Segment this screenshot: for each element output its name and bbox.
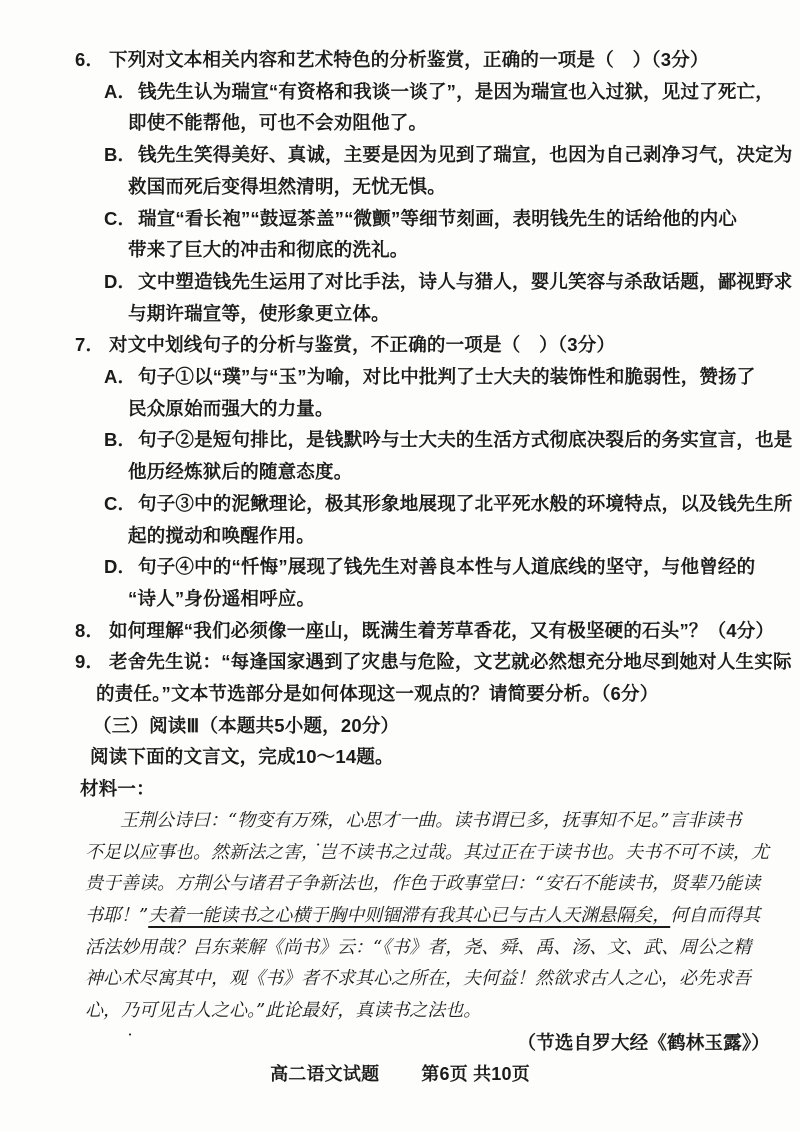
q6-option-c-label: C． <box>104 207 137 229</box>
q6-option-b-line2: 救国而死后变得坦然清明，无忧无惧。 <box>128 175 446 197</box>
footer-exam-title: 高二语文试题 <box>270 1063 380 1084</box>
emphasis-dot-char-shu: 殊 <box>309 809 328 831</box>
q7-option-d-text: 句子④中的“忏悔”展现了钱先生对善良本性与人道底线的坚守，与他曾经的 <box>138 556 756 578</box>
question-7-stem <box>0 329 800 361</box>
q7-option-a-line1 <box>0 361 800 393</box>
q7-option-d-line1 <box>0 551 800 583</box>
q6-option-b-text: 钱先生笑得美好、真诚，主要是因为见到了瑞宣，也因为自己剥净习气，决定为 <box>138 144 793 166</box>
q6-option-c-text: 瑞宣“看长袍”“鼓逗茶盖”“微颤”等细节刻画，表明钱先生的话给他的内心 <box>138 207 738 229</box>
passage-line-1-seg1: 王荆公诗曰：“物变有万 <box>120 809 310 831</box>
q6-option-a-line2: 即使不能帮他，可也不会劝阻他了。 <box>128 112 428 134</box>
question-7-stem-text: 对文中划线句子的分析与鉴赏，不正确的一项是（ ）（3分） <box>109 334 616 356</box>
passage-line-4 <box>0 900 800 932</box>
q7-option-c-label: C． <box>104 492 137 514</box>
question-8-stem-text: 如何理解“我们必须像一座山，既满生着芳草香花，又有极坚硬的石头”？（4分） <box>109 619 775 641</box>
q6-option-a-label: A． <box>104 80 137 102</box>
passage-attribution: （节选自罗大经《鹤林玉露》） <box>517 1031 770 1053</box>
q7-option-c-text: 句子③中的泥鳅理论，极其形象地展现了北平死水般的环境特点，以及钱先生所 <box>138 492 793 514</box>
q7-option-a-line2: 民众原始而强大的力量。 <box>128 397 334 419</box>
passage-line-4-seg3: 何自而得其 <box>670 904 761 926</box>
material-1-label: 材料一： <box>80 778 155 800</box>
q6-option-a-text: 钱先生认为瑞宣“有资格和我谈一谈了”，是因为瑞宣也入过狱，见过了死亡， <box>138 80 775 102</box>
question-9-line2: 的责任。”文本节选部分是如何体现这一观点的？请简要分析。（6分） <box>96 683 659 705</box>
passage-line-7 <box>0 995 800 1027</box>
footer-page-number: 第6页 共10页 <box>421 1063 530 1084</box>
passage-line-1 <box>0 805 800 837</box>
question-9-line1 <box>0 646 800 678</box>
question-6-number: 6． <box>75 49 105 70</box>
page-footer <box>0 1059 800 1091</box>
q7-option-d-line2: “诗人”身份遥相呼应。 <box>128 587 316 609</box>
question-6-stem-text: 下列对文本相关内容和艺术特色的分析鉴赏，正确的一项是（ ）（3分） <box>109 49 709 70</box>
q6-option-d-line1 <box>0 266 800 298</box>
section-3-heading: （三）阅读Ⅲ（本题共5小题，20分） <box>93 714 400 736</box>
question-9-stem-text: 老舍先生说：“每逢国家遇到了灾患与危险，文艺就必然想充分地尽到她对人生实际 <box>109 651 792 673</box>
q6-option-c-line1 <box>0 203 800 235</box>
q7-option-a-text: 句子①以“璞”与“玉”为喻，对比中批判了士大夫的装饰性和脆弱性，赞扬了 <box>138 366 756 388</box>
passage-line-6: 神心术尽寓其中，观《书》者不求其心之所在，夫何益！然欲求古人之心，必先求吾 <box>85 968 751 990</box>
q7-option-c-line1 <box>0 488 800 520</box>
emphasis-dot-char-nai: 乃 <box>121 1000 139 1022</box>
passage-line-5: 活法妙用哉？吕东莱解《尚书》云：“《书》者，尧、舜、禹、汤、文、武、周公之精 <box>85 936 752 958</box>
question-9-number: 9． <box>75 651 105 673</box>
q6-option-c-line2: 带来了巨大的冲击和彻底的洗礼。 <box>128 239 409 261</box>
q6-option-b-label: B． <box>104 144 137 166</box>
q7-option-c-line2: 起的搅动和唤醒作用。 <box>128 524 316 546</box>
question-8-number: 8． <box>75 619 105 641</box>
q6-option-a-line1 <box>0 76 800 108</box>
passage-line-7-seg1: 心， <box>85 1000 121 1022</box>
q6-option-d-label: D． <box>104 270 137 292</box>
q6-option-b-line1 <box>0 139 800 171</box>
question-6-stem <box>0 44 800 76</box>
question-8-stem <box>0 615 800 647</box>
passage-line-1-seg3: ，心思才一曲。读书谓已多，抚事知不足。”言非读书 <box>327 809 742 831</box>
passage-line-4-seg1: 书耶！” <box>85 904 149 926</box>
q6-option-d-text: 文中塑造钱先生运用了对比手法，诗人与猎人，婴儿笑容与杀敌话题，鄙视野求 <box>138 270 793 292</box>
passage-line-7-seg3: 可见古人之心。”此论最好，真读书之法也。 <box>139 1000 482 1022</box>
q7-option-a-label: A． <box>104 366 137 388</box>
q7-option-b-line2: 他历经炼狱后的随意态度。 <box>128 461 353 483</box>
passage-line-2: 不足以应事也。然新法之害，岂不读书之过哉。其过正在于读书也。夫书不可不读，尤 <box>85 841 769 863</box>
passage-line-3: 贵于善读。方荆公与诸君子争新法也，作色于政事堂曰：“安石不能读书，贤辈乃能读 <box>85 873 761 895</box>
question-7-number: 7． <box>75 334 105 356</box>
q6-option-d-line2: 与期许瑞宣等，使形象更立体。 <box>128 302 390 324</box>
q7-option-d-label: D． <box>104 556 137 578</box>
q7-option-b-text: 句子②是短句排比，是钱默吟与士大夫的生活方式彻底决裂后的务实宣言，也是 <box>138 429 793 451</box>
section-3-intro: 阅读下面的文言文，完成10～14题。 <box>90 746 394 768</box>
q7-option-b-line1 <box>0 424 800 456</box>
underlined-sentence: 夫着一能读书之心横于胸中则锢滞有我其心已与古人天渊悬隔矣， <box>148 904 671 926</box>
q7-option-b-label: B． <box>104 429 137 451</box>
